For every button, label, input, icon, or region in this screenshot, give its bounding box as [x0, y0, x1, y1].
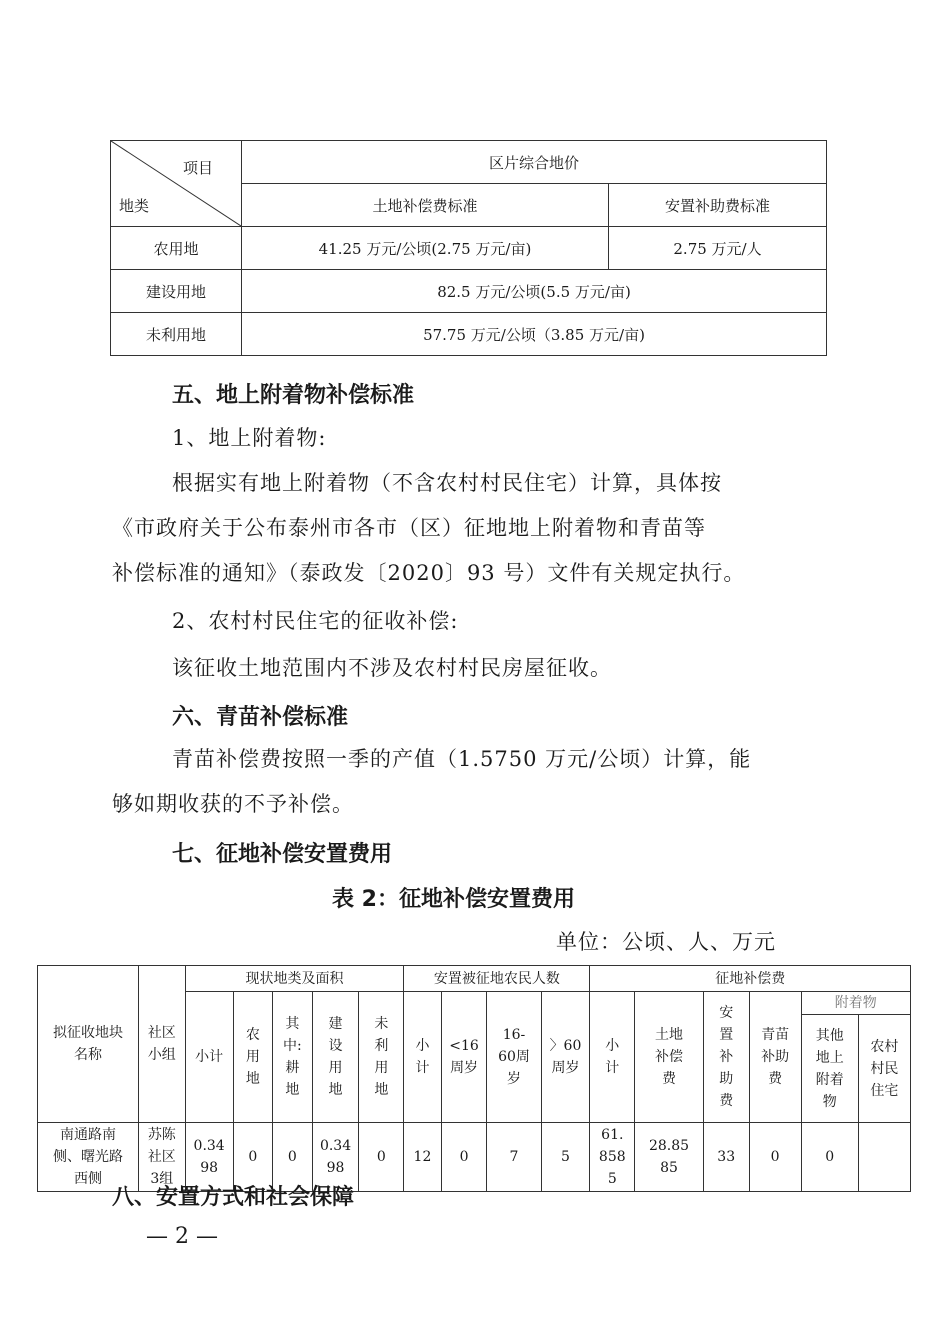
cell-rural-housing [858, 1123, 910, 1192]
header-land-fee: 土地补偿费 [635, 992, 704, 1123]
section5-p2: 该征收土地范围内不涉及农村村民房屋征收。 [172, 656, 612, 680]
header-fee-group: 征地补偿费 [590, 966, 911, 992]
cell-16-60: 7 [487, 1123, 541, 1192]
compensation-cost-table [37, 965, 911, 1192]
header-fee-subtotal: 小计 [590, 992, 635, 1123]
cell-resettle-fee: 33 [703, 1123, 749, 1192]
cell-cultivated: 0 [273, 1123, 313, 1192]
header-block-name: 拟征收地块名称 [38, 966, 139, 1123]
cell-crop-fee: 0 [749, 1123, 801, 1192]
header-16-60: 16-60周岁 [487, 992, 541, 1123]
table2-title: 表 2：征地补偿安置费用 [332, 887, 575, 912]
land-price-table [110, 140, 827, 356]
section5-p1-line1: 根据实有地上附着物（不含农村村民住宅）计算，具体按 [172, 471, 722, 495]
section5-p1-line3: 补偿标准的通知》（泰政发〔2020〕93 号）文件有关规定执行。 [112, 561, 746, 585]
section6-p-line1: 青苗补偿费按照一季的产值（1.5750 万元/公顷）计算，能 [172, 747, 752, 771]
header-people-subtotal: 小计 [404, 992, 441, 1123]
row-label: 农用地 [111, 227, 242, 270]
header-under16: <16周岁 [441, 992, 487, 1123]
header-farmland: 农用地 [233, 992, 273, 1123]
row-label: 建设用地 [111, 270, 242, 313]
group-header: 区片综合地价 [242, 141, 827, 184]
header-resettle-fee: 安置补助费 [703, 992, 749, 1123]
section7-heading: 七、征地补偿安置费用 [172, 842, 393, 867]
section5-sub2: 2、农村村民住宅的征收补偿: [172, 609, 459, 633]
header-crop-fee: 青苗补助费 [749, 992, 801, 1123]
cell-value: 41.25 万元/公顷(2.75 万元/亩) [242, 227, 609, 270]
cell-block-name: 南通路南侧、曙光路西侧 [38, 1123, 139, 1192]
cell-over60: 5 [541, 1123, 590, 1192]
page-number: — 2 — [146, 1224, 218, 1249]
col-land-compensation: 土地补偿费标准 [242, 184, 609, 227]
unit-label: 单位：公顷、人、万元 [556, 930, 776, 954]
header-over60: 〉60周岁 [541, 992, 590, 1123]
cell-fee-subtotal: 61.8585 [590, 1123, 635, 1192]
cell-value: 2.75 万元/人 [609, 227, 827, 270]
cell-other-attachments: 0 [801, 1123, 858, 1192]
header-people-group: 安置被征地农民人数 [404, 966, 590, 992]
header-land-group: 现状地类及面积 [185, 966, 404, 992]
cell-land-fee: 28.8585 [635, 1123, 704, 1192]
diag-top-label: 项目 [182, 159, 213, 177]
section6-heading: 六、青苗补偿标准 [172, 705, 349, 730]
cell-people-subtotal: 12 [404, 1123, 441, 1192]
header-other-attachments: 其他地上附着物 [801, 1015, 858, 1123]
section6-p-line2: 够如期收获的不予补偿。 [112, 792, 354, 816]
header-unused: 未利用地 [359, 992, 404, 1123]
cell-land-subtotal: 0.3498 [185, 1123, 233, 1192]
section5-heading: 五、地上附着物补偿标准 [172, 383, 415, 408]
cell-farmland: 0 [233, 1123, 273, 1192]
header-attach-group: 附着物 [801, 992, 910, 1015]
header-construction: 建设用地 [312, 992, 359, 1123]
cell-value: 57.75 万元/公顷（3.85 万元/亩) [242, 313, 827, 356]
col-resettlement-subsidy: 安置补助费标准 [609, 184, 827, 227]
section5-p1-line2: 《市政府关于公布泰州市各市（区）征地地上附着物和青苗等 [112, 516, 706, 540]
cell-unused: 0 [359, 1123, 404, 1192]
diag-bottom-label: 地类 [119, 197, 150, 215]
section8-heading: 八、安置方式和社会保障 [112, 1185, 355, 1210]
cell-under16: 0 [441, 1123, 487, 1192]
header-land-subtotal: 小计 [185, 992, 233, 1123]
section5-sub1: 1、地上附着物: [172, 426, 327, 450]
header-community: 社区小组 [138, 966, 185, 1123]
cell-community: 苏陈社区3组 [138, 1123, 185, 1192]
row-label: 未利用地 [111, 313, 242, 356]
header-rural-housing: 农村村民住宅 [858, 1015, 910, 1123]
cell-value: 82.5 万元/公顷(5.5 万元/亩) [242, 270, 827, 313]
header-cultivated: 其中:耕地 [273, 992, 313, 1123]
cell-construction: 0.3498 [312, 1123, 359, 1192]
diagonal-header-cell [111, 141, 242, 227]
